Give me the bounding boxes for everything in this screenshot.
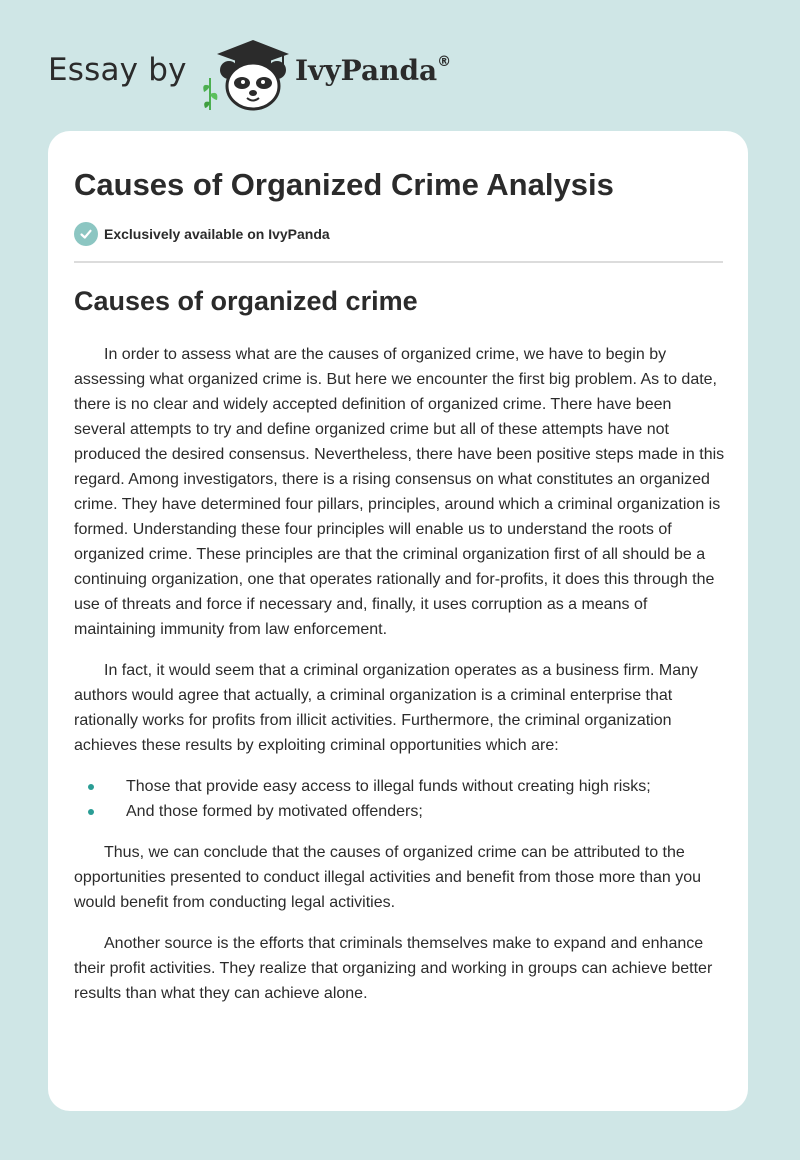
- list-item: [74, 799, 726, 824]
- divider: [74, 261, 723, 263]
- bullet-dot-icon: [88, 784, 94, 790]
- checkmark-icon: [74, 222, 98, 246]
- paragraph: In order to assess what are the causes of organized crime, we have to begin by assessing what organized crime is. But here we encounter the first big problem. As to date, there is no clear and widely accepted definition of organized crime. There have been several attempts to try and define organized crime but all of these attempts have not produced the desired consensus. Nevertheless, there have been positive steps made in this regard. Among investigators, there is a rising consensus on what constitutes an organized crime. They have determined four pillars, principles, around which a criminal organization is formed. Understanding these four principles will enable us to understand the roots of organized crime. These principles are that the criminal organization first of all should be a continuing organization, one that operates rationally and for-profits, it does this through the use of threats and force if necessary and, finally, it uses corruption as a means of maintaining immunity from law enforcement.: [74, 346, 725, 638]
- essay-by-label: Essay by: [48, 52, 187, 88]
- paragraph: In fact, it would seem that a criminal organization operates as a business firm. Many authors would agree that actually, a criminal organization is a criminal enterprise that rationally works for profits from illicit activities. Furthermore, the criminal organization achieves these results by exploiting criminal opportunities which are:: [74, 662, 699, 754]
- article-body: [74, 342, 726, 1022]
- list-item: [74, 774, 726, 799]
- ivy-leaf-icon: [203, 78, 217, 110]
- paragraph: Another source is the efforts that criminals themselves make to expand and enhance their profit activities. They realize that organizing and working in groups can achieve better results than what they can achieve alone.: [74, 935, 713, 1002]
- page-title: Causes of Organized Crime Analysis: [74, 167, 614, 202]
- paragraph: Thus, we can conclude that the causes of organized crime can be attributed to the opportunities presented to conduct illegal activities and benefit from those more than you would benefit from conducting legal activities.: [74, 844, 702, 911]
- section-heading: Causes of organized crime: [74, 286, 418, 316]
- list-item-text: And those formed by motivated offenders;: [126, 803, 423, 820]
- registered-mark: ®: [437, 53, 452, 70]
- bullet-dot-icon: [88, 809, 94, 815]
- essay-card: [48, 131, 748, 1111]
- panda-logo-icon[interactable]: [203, 34, 293, 112]
- brand-name[interactable]: [295, 54, 451, 87]
- exclusive-badge: [74, 222, 330, 246]
- site-header: [48, 30, 508, 110]
- brand-label: IvyPanda: [295, 54, 438, 87]
- list-item-text: Those that provide easy access to illegal funds without creating high risks;: [126, 778, 651, 795]
- badge-label: Exclusively available on IvyPanda: [104, 226, 330, 242]
- bullet-list: [74, 774, 726, 824]
